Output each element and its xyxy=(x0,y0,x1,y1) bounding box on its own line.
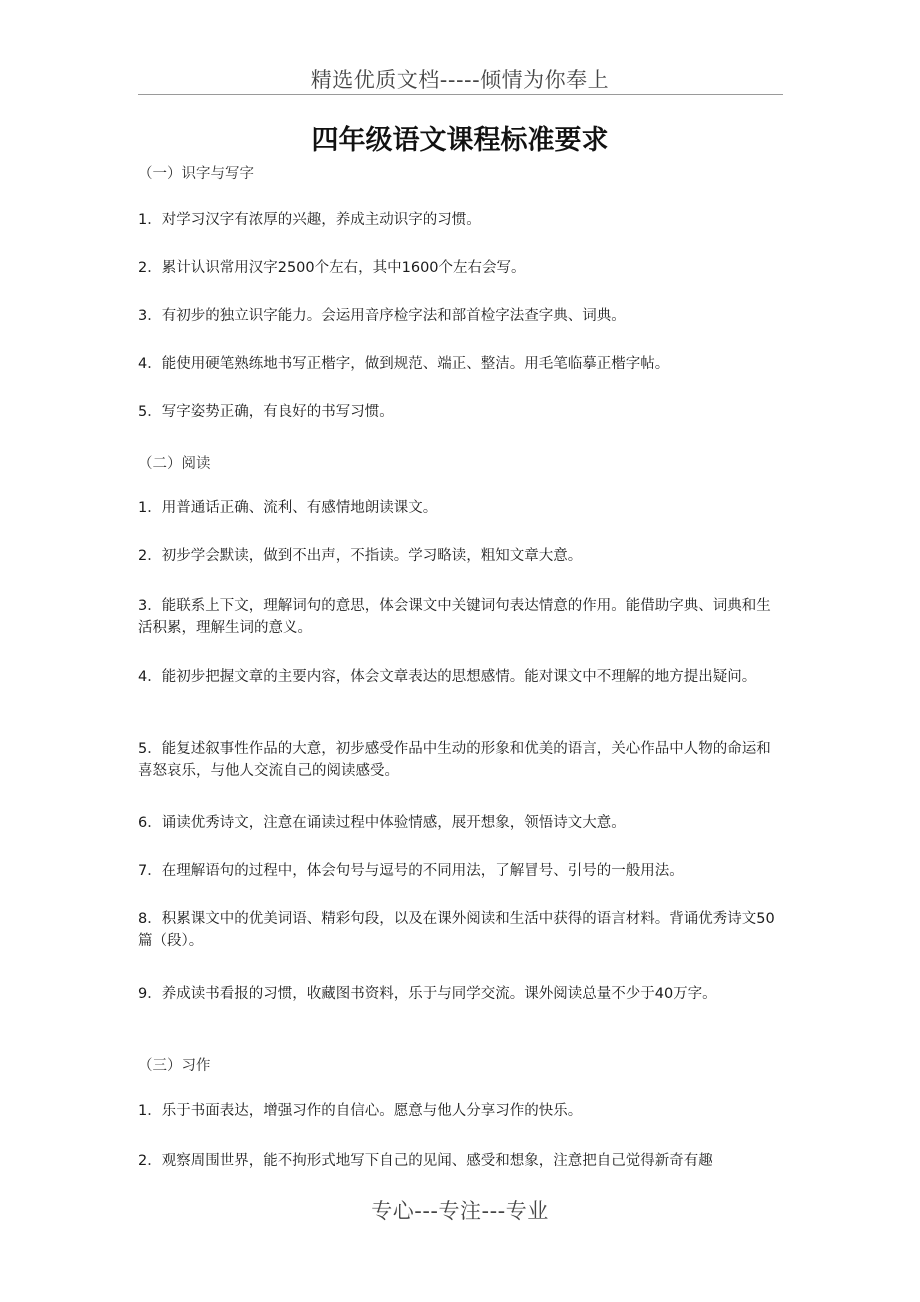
list-item: 2．初步学会默读，做到不出声，不指读。学习略读，粗知文章大意。 xyxy=(138,548,583,564)
list-item: 6．诵读优秀诗文，注意在诵读过程中体验情感，展开想象，领悟诗文大意。 xyxy=(138,815,626,831)
list-item: 2．观察周围世界，能不拘形式地写下自己的见闻、感受和想象，注意把自己觉得新奇有趣 xyxy=(138,1153,713,1169)
list-item: 5．能复述叙事性作品的大意，初步感受作品中生动的形象和优美的语言，关心作品中人物的命运和喜怒哀乐，与他人交流自己的阅读感受。 xyxy=(138,741,771,779)
list-item: 9．养成读书看报的习惯，收藏图书资料，乐于与同学交流。课外阅读总量不少于40万字。 xyxy=(138,986,717,1002)
list-item: 4．能初步把握文章的主要内容，体会文章表达的思想感情。能对课文中不理解的地方提出疑问。 xyxy=(138,669,757,685)
list-item: 4．能使用硬笔熟练地书写正楷字，做到规范、端正、整洁。用毛笔临摹正楷字帖。 xyxy=(138,356,670,372)
section-heading: （二）阅读 xyxy=(138,456,211,472)
header-rule xyxy=(138,94,783,95)
list-item: 5．写字姿势正确，有良好的书写习惯。 xyxy=(138,404,394,420)
list-item: 2．累计认识常用汉字2500个左右，其中1600个左右会写。 xyxy=(138,260,526,276)
list-item: 3．有初步的独立识字能力。会运用音序检字法和部首检字法查字典、词典。 xyxy=(138,308,626,324)
section-heading: （三）习作 xyxy=(138,1058,211,1074)
list-item: 1．乐于书面表达，增强习作的自信心。愿意与他人分享习作的快乐。 xyxy=(138,1103,583,1119)
page-footer: 专心---专注---专业 xyxy=(371,1199,549,1223)
document-title: 四年级语文课程标准要求 xyxy=(311,125,609,156)
section-heading: （一）识字与写字 xyxy=(138,166,254,182)
list-item: 1．对学习汉字有浓厚的兴趣，养成主动识字的习惯。 xyxy=(138,212,481,228)
page-header: 精选优质文档-----倾情为你奉上 xyxy=(310,68,610,92)
list-item: 8．积累课文中的优美词语、精彩句段，以及在课外阅读和生活中获得的语言材料。背诵优秀诗文50篇（段）。 xyxy=(138,911,775,949)
list-item: 1．用普通话正确、流利、有感情地朗读课文。 xyxy=(138,500,438,516)
list-item: 3．能联系上下文，理解词句的意思，体会课文中关键词句表达情意的作用。能借助字典、词典和生活积累，理解生词的意义。 xyxy=(138,598,771,636)
list-item: 7．在理解语句的过程中，体会句号与逗号的不同用法，了解冒号、引号的一般用法。 xyxy=(138,863,684,879)
